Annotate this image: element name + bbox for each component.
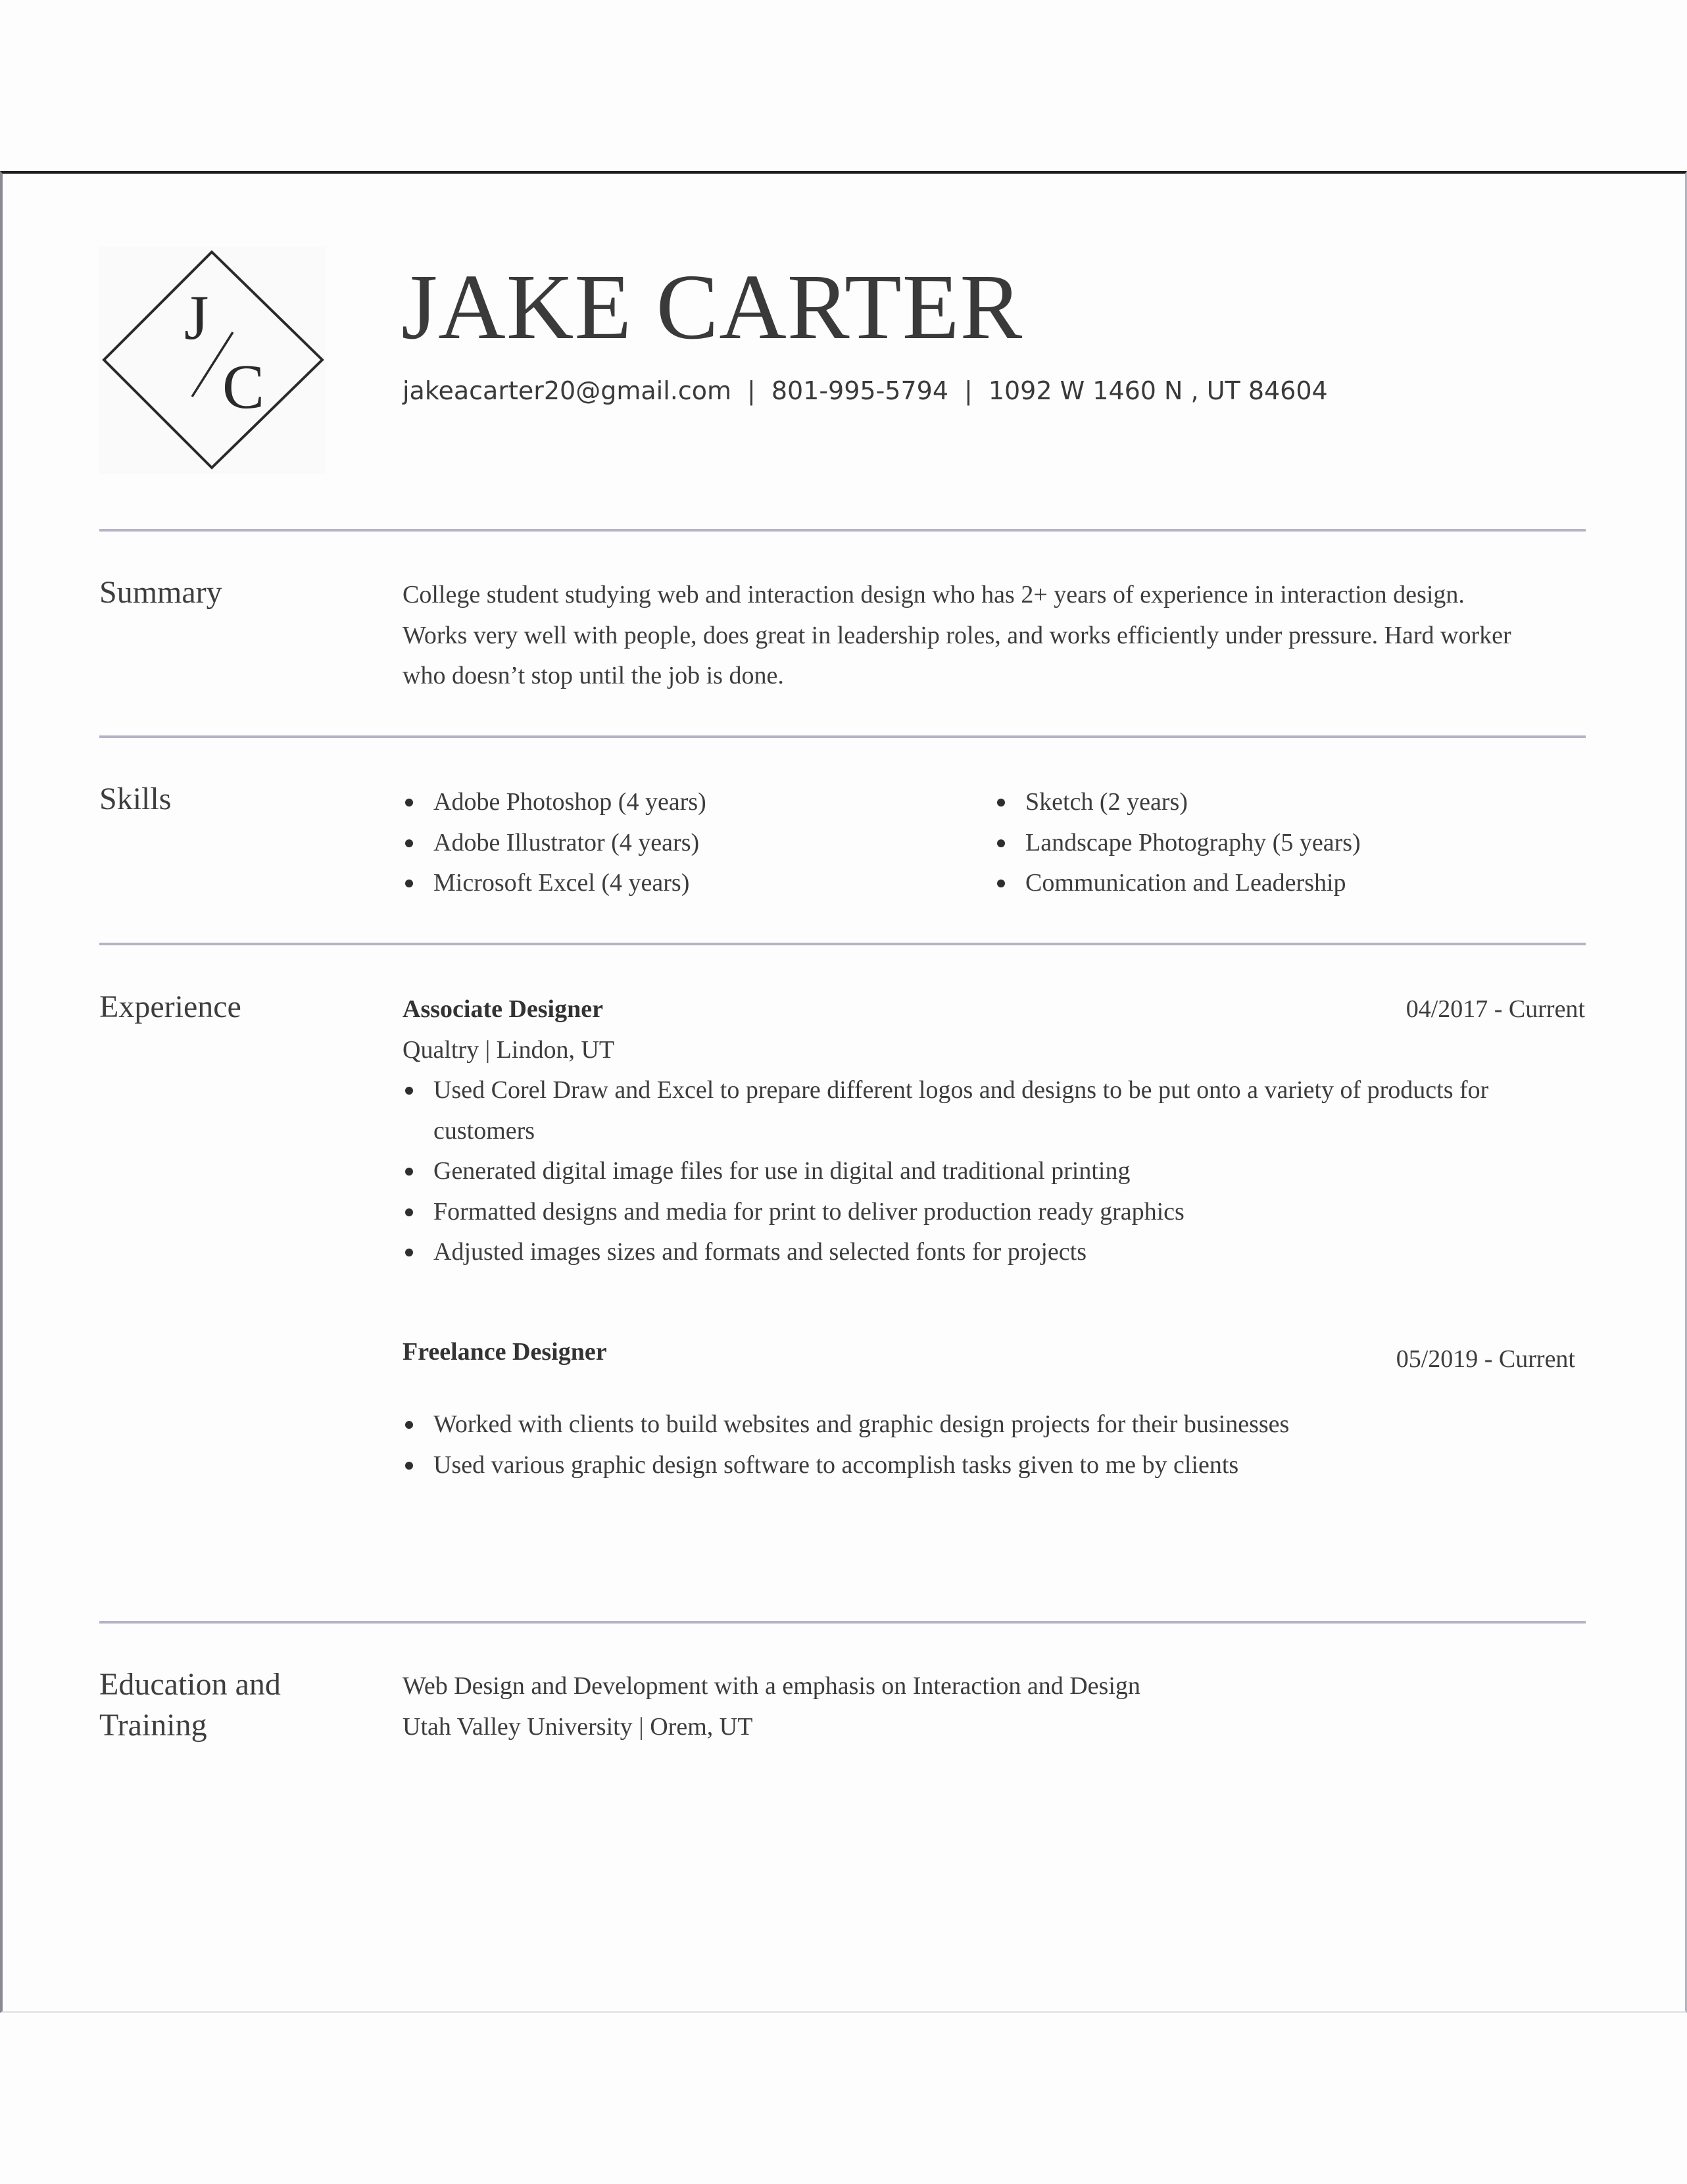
list-item: Adjusted images sizes and formats and selected fonts for projects (403, 1232, 1586, 1273)
list-item: Worked with clients to build websites and graphic design projects for their businesses (403, 1404, 1586, 1445)
list-item: Landscape Photography (5 years) (994, 823, 1573, 864)
summary-line: Works very well with people, does great in leadership roles, and works efficiently under pressure. Hard worker (403, 621, 1511, 649)
monogram-logo (99, 247, 326, 474)
section-title-skills: Skills (99, 782, 172, 816)
section-title-line: Education and (99, 1667, 281, 1702)
job-title: Associate Designer (403, 995, 603, 1023)
bullet-text: customers (433, 1116, 535, 1145)
monogram-letter-first: J (184, 282, 209, 353)
job-dates: 04/2017 - Current (1406, 995, 1585, 1023)
job-dates: 05/2019 - Current (1396, 1345, 1575, 1373)
skills-list-right (994, 782, 1573, 904)
candidate-name: JAKE CARTER (401, 255, 1023, 359)
email: jakeacarter20@gmail.com (403, 376, 731, 405)
list-item: Generated digital image files for use in digital and traditional printing (403, 1151, 1586, 1192)
job-bullets (403, 1404, 1586, 1485)
section-divider (99, 1621, 1586, 1624)
bullet-text: Used Corel Draw and Excel to prepare different logos and designs to be put onto a variety of products for (433, 1076, 1489, 1104)
section-title-line: Training (99, 1708, 207, 1743)
summary-line: College student studying web and interaction design who has 2+ years of experience in interaction design. (403, 581, 1465, 608)
list-item: Communication and Leadership (994, 863, 1573, 904)
section-title-summary: Summary (99, 575, 222, 610)
summary-line: who doesn’t stop until the job is done. (403, 662, 784, 689)
section-title-experience: Experience (99, 989, 241, 1024)
contact-separator: | (747, 376, 756, 405)
contact-separator: | (964, 376, 973, 405)
section-divider (99, 735, 1586, 738)
skills-list-left (403, 782, 981, 904)
job-entry (403, 989, 1586, 1273)
degree: Web Design and Development with a emphasis on Interaction and Design (403, 1672, 1140, 1700)
monogram-letter-last: C (222, 351, 265, 422)
summary-text (403, 575, 1593, 697)
list-item (403, 1070, 1586, 1151)
phone: 801-995-5794 (771, 376, 949, 405)
job-bullets (403, 1070, 1586, 1273)
section-divider (99, 529, 1586, 532)
section-divider (99, 943, 1586, 945)
education-entry (403, 1666, 1586, 1747)
list-item: Used various graphic design software to accomplish tasks given to me by clients (403, 1445, 1586, 1486)
list-item: Formatted designs and media for print to deliver production ready graphics (403, 1192, 1586, 1233)
list-item: Adobe Photoshop (4 years) (403, 782, 981, 823)
job-title: Freelance Designer (403, 1338, 607, 1366)
job-company: Qualtry | Lindon, UT (403, 1035, 615, 1064)
list-item: Microsoft Excel (4 years) (403, 863, 981, 904)
list-item: Sketch (2 years) (994, 782, 1573, 823)
contact-line (403, 376, 1328, 405)
section-title-education (99, 1664, 281, 1746)
list-item: Adobe Illustrator (4 years) (403, 823, 981, 864)
school: Utah Valley University | Orem, UT (403, 1712, 753, 1741)
address: 1092 W 1460 N , UT 84604 (988, 376, 1328, 405)
